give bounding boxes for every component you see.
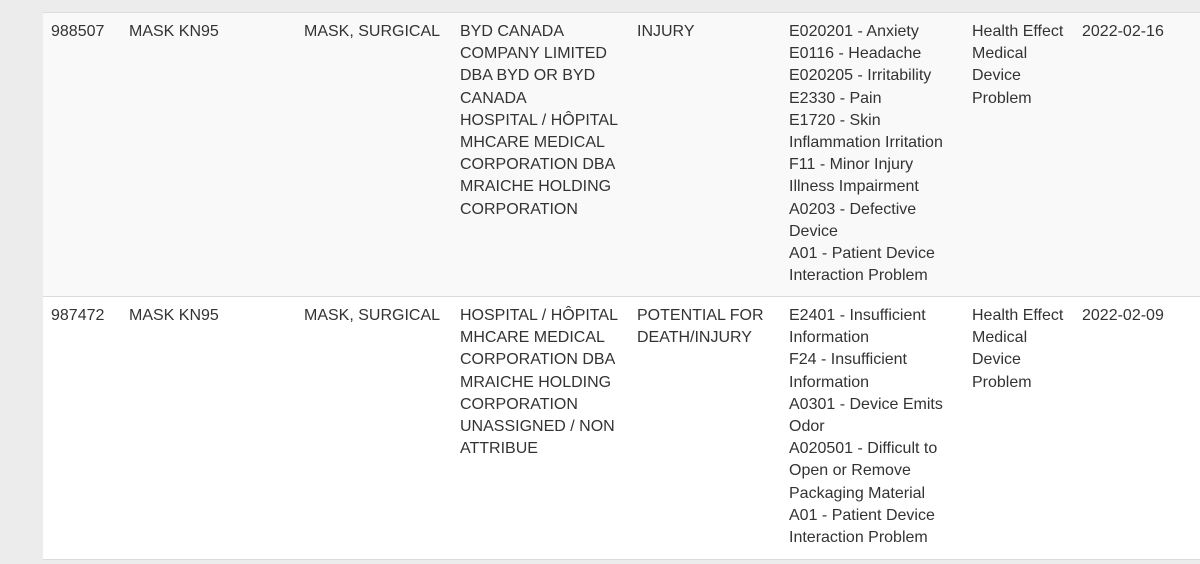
cell-text-line: BYD CANADA bbox=[460, 23, 565, 40]
cell-text-line: Medical bbox=[972, 45, 1028, 63]
device-name-cell: MASK KN95 bbox=[129, 307, 219, 324]
table-row bbox=[43, 12, 1200, 296]
cell-text-line: E020205 - Irritability bbox=[789, 67, 932, 85]
incident-id-cell: 987472 bbox=[51, 307, 105, 324]
cell-text-line: MRAICHE HOLDING bbox=[460, 178, 612, 196]
device-type-cell: MASK, SURGICAL bbox=[304, 23, 441, 40]
manufacturer-cell bbox=[460, 21, 618, 221]
report-date-cell: 2022-02-16 bbox=[1082, 23, 1164, 40]
cell-text-line: Illness Impairment bbox=[789, 178, 919, 196]
cell-text-line: E020201 - Anxiety bbox=[789, 23, 919, 40]
cell-text-line: Device bbox=[789, 222, 838, 240]
device-name-cell: MASK KN95 bbox=[129, 23, 219, 40]
cell-text-line: ATTRIBUE bbox=[460, 440, 538, 458]
cell-text-line: A01 - Patient Device bbox=[789, 245, 935, 263]
cell-text-line: INJURY bbox=[637, 23, 695, 40]
cell-text-line: A0203 - Defective bbox=[789, 200, 917, 218]
cell-text-line: E2401 - Insufficient bbox=[789, 307, 926, 324]
cell-text-line: UNASSIGNED / NON bbox=[460, 418, 615, 436]
cell-text-line: MRAICHE HOLDING bbox=[460, 373, 612, 391]
severity-cell bbox=[637, 21, 695, 43]
cell-text-line: Odor bbox=[789, 418, 825, 436]
cell-text-line: Interaction Problem bbox=[789, 267, 928, 285]
cell-text-line: Information bbox=[789, 329, 870, 347]
cell-text-line: Device bbox=[972, 67, 1021, 85]
manufacturer-cell bbox=[460, 305, 618, 460]
cell-text-line: Information bbox=[789, 373, 870, 391]
cell-text-line: COMPANY LIMITED bbox=[460, 45, 607, 63]
cell-text-line: E0116 - Headache bbox=[789, 45, 922, 63]
cell-text-line: Open or Remove bbox=[789, 462, 911, 480]
cell-text-line: Health Effect bbox=[972, 307, 1064, 324]
cell-text-line: CORPORATION DBA bbox=[460, 351, 616, 369]
severity-cell bbox=[637, 305, 764, 349]
effect-category-cell bbox=[972, 305, 1063, 394]
cell-text-line: F24 - Insufficient bbox=[789, 351, 907, 369]
cell-text-line: POTENTIAL FOR bbox=[637, 307, 764, 324]
cell-text-line: DBA BYD OR BYD bbox=[460, 67, 596, 85]
cell-text-line: Inflammation Irritation bbox=[789, 134, 943, 152]
cell-text-line: CORPORATION bbox=[460, 200, 578, 218]
cell-text-line: Health Effect bbox=[972, 23, 1064, 40]
cell-text-line: F11 - Minor Injury bbox=[789, 156, 914, 174]
cell-text-line: CORPORATION DBA bbox=[460, 156, 616, 174]
cell-text-line: A0301 - Device Emits bbox=[789, 395, 943, 413]
cell-text-line: Device bbox=[972, 351, 1021, 369]
cell-text-line: Problem bbox=[972, 373, 1032, 391]
cell-text-line: Packaging Material bbox=[789, 484, 926, 502]
cell-text-line: HOSPITAL / HÔPITAL bbox=[460, 111, 618, 129]
cell-text-line: Medical bbox=[972, 329, 1028, 347]
cell-text-line: MHCARE MEDICAL bbox=[460, 134, 605, 152]
cell-text-line: E1720 - Skin bbox=[789, 111, 881, 129]
cell-text-line: Interaction Problem bbox=[789, 529, 928, 547]
cell-text-line: A020501 - Difficult to bbox=[789, 440, 938, 458]
cell-text-line: HOSPITAL / HÔPITAL bbox=[460, 307, 618, 324]
cell-text-line: Problem bbox=[972, 89, 1032, 107]
cell-text-line: DEATH/INJURY bbox=[637, 329, 752, 347]
cell-text-line: MHCARE MEDICAL bbox=[460, 329, 605, 347]
problem-codes-cell bbox=[789, 305, 943, 549]
report-date-cell: 2022-02-09 bbox=[1082, 307, 1164, 324]
incident-table bbox=[43, 12, 1200, 558]
cell-text-line: CANADA bbox=[460, 89, 527, 107]
cell-text-line: A01 - Patient Device bbox=[789, 506, 935, 524]
effect-category-cell bbox=[972, 21, 1063, 110]
cell-text-line: E2330 - Pain bbox=[789, 89, 882, 107]
table-row bbox=[43, 296, 1200, 560]
problem-codes-cell bbox=[789, 21, 943, 287]
device-type-cell: MASK, SURGICAL bbox=[304, 307, 441, 324]
incident-id-cell: 988507 bbox=[51, 23, 105, 40]
cell-text-line: CORPORATION bbox=[460, 395, 578, 413]
